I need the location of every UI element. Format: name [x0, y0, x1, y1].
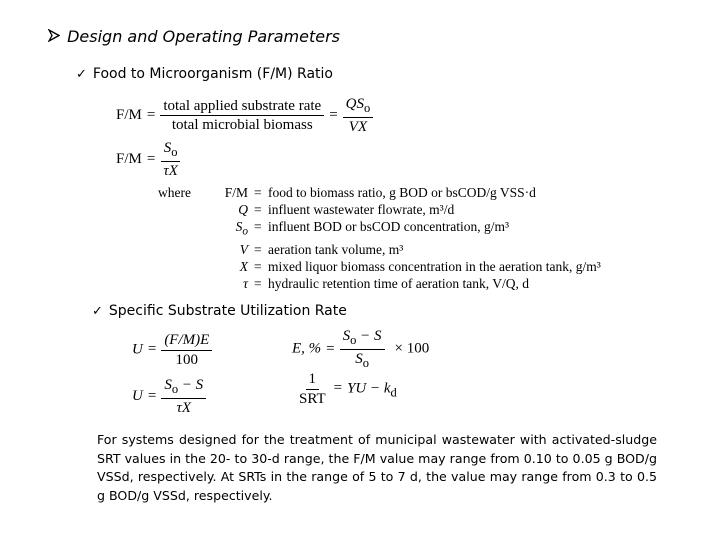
frac-numerator: total applied substrate rate: [160, 98, 324, 117]
eq-multiplier: × 100: [394, 340, 430, 357]
fraction-qso-over-vx: [343, 96, 374, 135]
eq-equals: =: [326, 340, 335, 357]
fraction-so-minus-s-over-so: [340, 328, 385, 371]
heading-text: Design and Operating Parameters: [67, 27, 340, 46]
eq-rhs: YU − k: [347, 380, 391, 397]
equation-u-substrate: [132, 377, 206, 416]
bullet-fm-label: Food to Microorganism (F/M) Ratio: [92, 66, 333, 82]
frac-numerator: S: [342, 328, 351, 344]
subscript: d: [390, 385, 397, 400]
definition-symbol: F/M: [224, 185, 248, 200]
frac-denominator: total microbial biomass: [171, 117, 313, 134]
where-label: where: [158, 185, 191, 200]
equation-u-from-fm: [132, 332, 212, 368]
definition-row: Q = influent wastewater flowrate, m³/d: [158, 201, 601, 218]
frac-numerator: S: [163, 140, 172, 156]
subscript: o: [171, 145, 178, 159]
definition-text: influent BOD or bsCOD concentration, g/m³: [268, 219, 510, 234]
frac-denominator: SRT: [299, 390, 326, 407]
definition-symbol: τ: [243, 275, 248, 291]
definition-row: where F/M = food to biomass ratio, g BOD or bsCOD/g VSS·d: [158, 185, 536, 200]
bullet-ssur-label: Specific Substrate Utilization Rate: [108, 303, 347, 319]
definition-text: hydraulic retention time of aeration tank, V/Q, d: [268, 275, 530, 291]
eq-lhs: E, %: [292, 340, 322, 357]
frac-numerator: 1: [306, 371, 320, 390]
definition-symbol: Q: [238, 202, 248, 217]
subscript: o: [362, 355, 369, 370]
frac-numerator-tail: − S: [356, 328, 382, 344]
section-heading: [48, 27, 340, 46]
eq-equals: =: [146, 107, 156, 124]
frac-numerator: QS: [345, 96, 364, 112]
frac-denominator: 100: [175, 351, 199, 368]
frac-numerator-tail: − S: [178, 377, 204, 393]
eq-equals-2: =: [329, 107, 338, 124]
definition-row: $S_o$ = influent BOD or bsCOD concentration, g/m³: [158, 218, 601, 241]
arrow-bullet-icon: [48, 27, 62, 46]
definition-row: τ = hydraulic retention time of aeration tank, V/Q, d: [158, 275, 601, 292]
subscript: o: [364, 101, 371, 115]
fraction-so-minus-s-over-taux: [161, 377, 206, 416]
eq-lhs: U: [132, 388, 143, 405]
eq-equals: =: [147, 341, 157, 358]
definition-text: food to biomass ratio, g BOD or bsCOD/g VSS·d: [268, 185, 536, 200]
variable-definitions: [158, 184, 601, 292]
fraction-one-over-srt: [296, 371, 329, 407]
fraction-rate-over-biomass: [160, 98, 324, 134]
definition-text: aeration tank volume, m³: [268, 241, 404, 257]
eq-equals: =: [146, 151, 156, 168]
definition-symbol: X: [239, 258, 248, 274]
definition-text: influent wastewater flowrate, m³/d: [268, 202, 455, 217]
definition-symbol: $S_o$: [235, 219, 248, 238]
subscript: o: [171, 382, 179, 396]
bullet-fm-ratio: [76, 66, 333, 82]
frac-denominator: τX: [176, 399, 192, 416]
checkmark-icon: ✓: [76, 67, 87, 82]
equation-fm-definition: [116, 96, 373, 135]
definition-text: mixed liquor biomass concentration in the aeration tank, g/m³: [268, 258, 601, 274]
definition-row: X = mixed liquor biomass concentration in the aeration tank, g/m³: [158, 258, 601, 275]
eq-lhs: F/M: [116, 107, 142, 124]
eq-lhs: F/M: [116, 151, 142, 168]
checkmark-icon: ✓: [92, 304, 103, 319]
frac-denominator: S: [355, 350, 363, 367]
eq-equals: =: [147, 388, 157, 405]
frac-numerator: S: [164, 377, 172, 393]
frac-denominator: τX: [163, 162, 178, 179]
frac-numerator: (F/M)E: [164, 332, 210, 348]
fraction-so-over-taux: [160, 140, 181, 179]
fraction-fme-over-100: [161, 332, 212, 368]
definition-symbol: V: [239, 241, 248, 257]
equation-fm-simplified: [116, 140, 181, 179]
eq-equals: =: [333, 380, 343, 397]
equation-srt: [296, 371, 397, 407]
definition-row: V = aeration tank volume, m³: [158, 241, 601, 258]
subscript: o: [350, 333, 357, 347]
explanatory-paragraph: For systems designed for the treatment of municipal wastewater with activated-sludge SRT values in the 20- to 30-d range, the F/M value may range from 0.10 to 0.05 g BOD/g VSSd, respectively. At SRTs in the range of 5 to 7 d, the value may range from 0.3 to 0.5 g BOD/g VSSd, respectively.: [97, 432, 657, 503]
bullet-specific-substrate-utilization: [92, 303, 347, 319]
frac-denominator: VX: [348, 118, 368, 135]
eq-lhs: U: [132, 341, 143, 358]
equation-efficiency: [292, 328, 429, 371]
